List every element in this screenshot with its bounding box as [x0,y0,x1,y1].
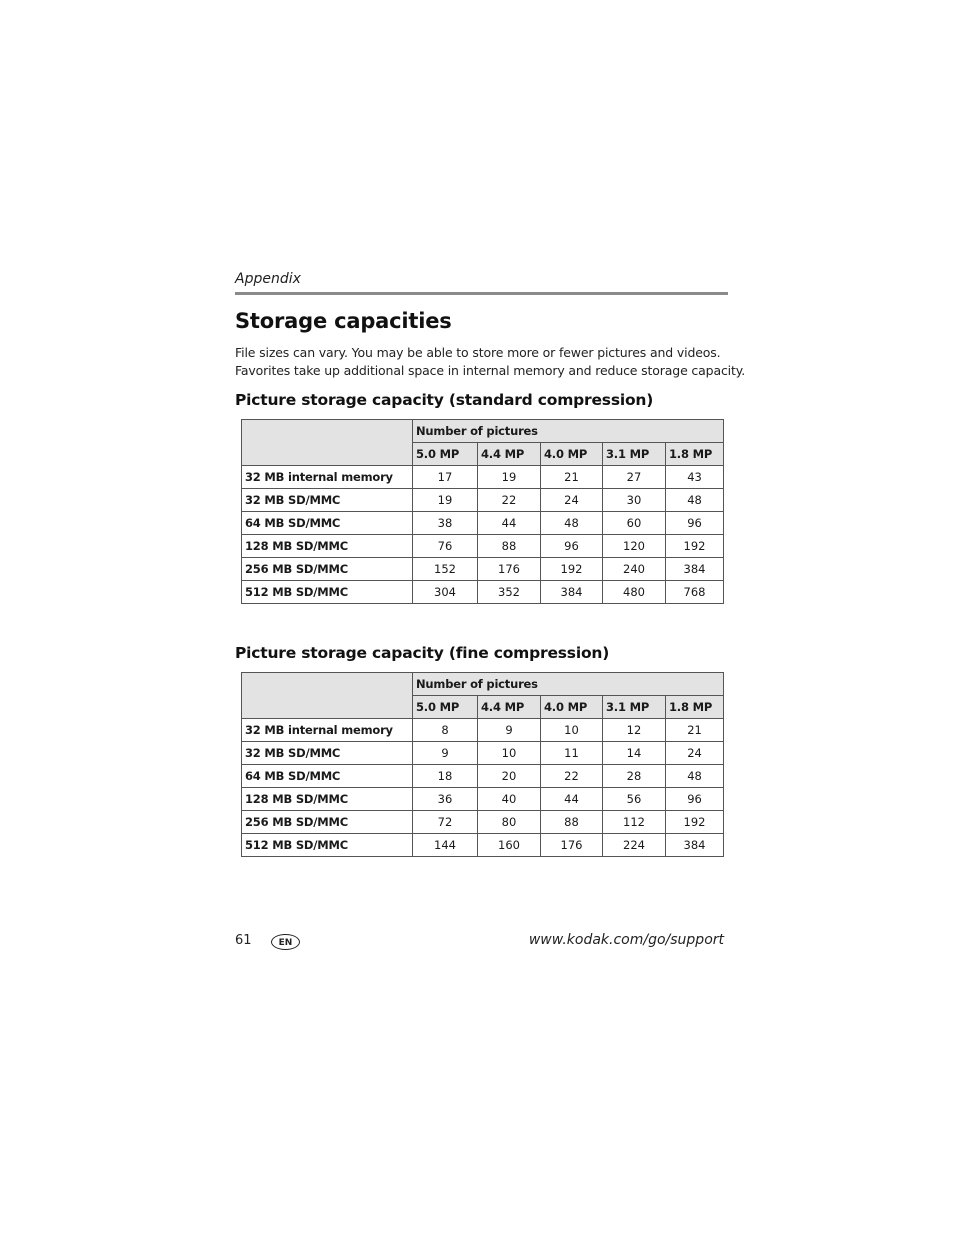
row-label: 32 MB internal memory [242,719,413,742]
table-cell: 18 [413,765,478,788]
table-cell: 480 [603,581,666,604]
language-badge-icon: EN [271,934,300,950]
table-cell: 12 [603,719,666,742]
table-row [242,834,724,857]
table-cell: 384 [666,558,724,581]
storage-table-fine [241,672,724,857]
table-cell: 384 [541,581,603,604]
table-cell: 240 [603,558,666,581]
row-label: 512 MB SD/MMC [242,834,413,857]
table-cell: 24 [541,489,603,512]
table-cell: 14 [603,742,666,765]
table-cell: 36 [413,788,478,811]
table-cell: 152 [413,558,478,581]
table-cell: 80 [478,811,541,834]
table-cell: 176 [478,558,541,581]
table-cell: 72 [413,811,478,834]
column-header: 1.8 MP [666,443,724,466]
column-header: 1.8 MP [666,696,724,719]
table-row [242,466,724,489]
table-cell: 38 [413,512,478,535]
table-cell: 10 [541,719,603,742]
table-cell: 88 [478,535,541,558]
row-label: 32 MB internal memory [242,466,413,489]
column-header: 5.0 MP [413,696,478,719]
table-cell: 9 [478,719,541,742]
table-row [242,535,724,558]
column-header: 4.4 MP [478,443,541,466]
row-label: 32 MB SD/MMC [242,742,413,765]
table-cell: 96 [666,788,724,811]
table-cell: 44 [541,788,603,811]
table-cell: 96 [541,535,603,558]
page-title: Storage capacities [235,309,452,333]
table-cell: 40 [478,788,541,811]
table-cell: 48 [666,765,724,788]
row-label: 64 MB SD/MMC [242,765,413,788]
table-cell: 120 [603,535,666,558]
table-cell: 144 [413,834,478,857]
column-header: 4.4 MP [478,696,541,719]
row-label: 64 MB SD/MMC [242,512,413,535]
table-cell: 43 [666,466,724,489]
table-cell: 30 [603,489,666,512]
table-row [242,788,724,811]
table-cell: 48 [541,512,603,535]
row-label: 512 MB SD/MMC [242,581,413,604]
header-rule [235,292,728,295]
table-cell: 352 [478,581,541,604]
section-label: Appendix [235,271,301,287]
table-cell: 48 [666,489,724,512]
row-label: 256 MB SD/MMC [242,811,413,834]
header-corner-cell [242,420,413,466]
table-cell: 20 [478,765,541,788]
row-label: 128 MB SD/MMC [242,535,413,558]
storage-table-standard [241,419,724,604]
table-row [242,581,724,604]
table-cell: 28 [603,765,666,788]
table-header-row [242,420,724,443]
table-cell: 17 [413,466,478,489]
intro-line: Favorites take up additional space in internal memory and reduce storage capacity. [235,363,746,378]
support-url-link[interactable]: www.kodak.com/go/support [528,932,724,948]
table-cell: 22 [541,765,603,788]
table-row [242,489,724,512]
table-cell: 8 [413,719,478,742]
table-cell: 768 [666,581,724,604]
table-cell: 224 [603,834,666,857]
table-row [242,719,724,742]
table-cell: 56 [603,788,666,811]
column-header: 3.1 MP [603,443,666,466]
header-corner-cell [242,673,413,719]
group-header-cell: Number of pictures [413,420,724,443]
table-cell: 96 [666,512,724,535]
table-cell: 9 [413,742,478,765]
column-header: 5.0 MP [413,443,478,466]
group-header-cell: Number of pictures [413,673,724,696]
table-header-row [242,673,724,696]
table-cell: 60 [603,512,666,535]
table-cell: 304 [413,581,478,604]
table-row [242,811,724,834]
table-heading-fine: Picture storage capacity (fine compression) [235,644,610,662]
table-row [242,558,724,581]
column-header: 3.1 MP [603,696,666,719]
row-label: 128 MB SD/MMC [242,788,413,811]
table-cell: 88 [541,811,603,834]
table-cell: 192 [666,811,724,834]
table-cell: 176 [541,834,603,857]
table-row [242,512,724,535]
table-cell: 21 [666,719,724,742]
page-number: 61 [235,933,252,948]
table-cell: 24 [666,742,724,765]
table-heading-standard: Picture storage capacity (standard compression) [235,391,654,409]
table-cell: 192 [666,535,724,558]
intro-line: File sizes can vary. You may be able to store more or fewer pictures and videos. [235,345,721,360]
table-row [242,765,724,788]
row-label: 256 MB SD/MMC [242,558,413,581]
table-cell: 112 [603,811,666,834]
table-cell: 160 [478,834,541,857]
table-cell: 11 [541,742,603,765]
row-label: 32 MB SD/MMC [242,489,413,512]
table-cell: 44 [478,512,541,535]
intro-paragraph [235,344,746,380]
table-cell: 76 [413,535,478,558]
table-cell: 19 [478,466,541,489]
table-cell: 384 [666,834,724,857]
table-row [242,742,724,765]
column-header: 4.0 MP [541,443,603,466]
table-cell: 27 [603,466,666,489]
column-header: 4.0 MP [541,696,603,719]
table-cell: 21 [541,466,603,489]
table-cell: 22 [478,489,541,512]
table-cell: 192 [541,558,603,581]
table-cell: 10 [478,742,541,765]
table-cell: 19 [413,489,478,512]
